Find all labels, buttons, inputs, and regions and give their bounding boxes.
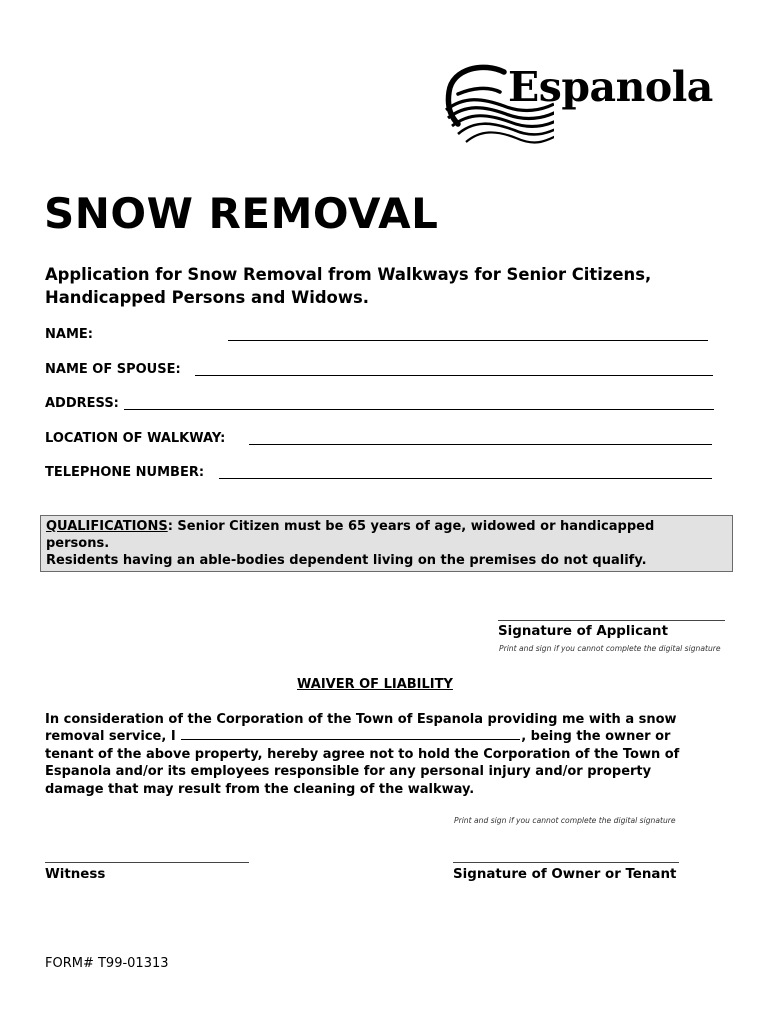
waiver-title: WAIVER OF LIABILITY xyxy=(297,677,453,692)
witness-signature-field[interactable] xyxy=(45,862,249,863)
walkway-field[interactable] xyxy=(249,444,712,445)
waiver-line-2-end: , being the owner or xyxy=(521,729,671,745)
espanola-logo xyxy=(444,58,734,154)
spouse-field[interactable] xyxy=(195,375,713,376)
witness-label: Witness xyxy=(45,867,106,882)
owner-signature-hint: Print and sign if you cannot complete the digital signature xyxy=(454,816,676,825)
waiver-line-2-start: removal service, I xyxy=(45,729,181,745)
subtitle-line-1: Application for Snow Removal from Walkways for Senior Citizens, xyxy=(45,265,652,284)
waiver-text xyxy=(45,711,735,798)
waiver-line-5: damage that may result from the cleaning of the walkway. xyxy=(45,781,475,797)
owner-signature-field[interactable] xyxy=(453,862,679,863)
address-field[interactable] xyxy=(124,409,714,410)
applicant-signature-field[interactable] xyxy=(498,620,725,621)
address-field-label: ADDRESS: xyxy=(45,396,119,411)
page-title: SNOW REMOVAL xyxy=(44,189,439,238)
owner-signature-label: Signature of Owner or Tenant xyxy=(453,867,677,882)
name-field[interactable] xyxy=(228,340,708,341)
applicant-signature-label: Signature of Applicant xyxy=(498,624,668,639)
waiver-line-1: In consideration of the Corporation of the Town of Espanola providing me with a snow xyxy=(45,712,677,727)
waiver-line-4: Espanola and/or its employees responsible for any personal injury and/or property xyxy=(45,764,652,780)
form-subtitle xyxy=(45,263,725,309)
applicant-signature-hint: Print and sign if you cannot complete the digital signature xyxy=(499,644,721,653)
qualifications-line-3: Residents having an able-bodies dependent living on the premises do not qualify. xyxy=(46,553,647,568)
waiver-line-3: tenant of the above property, hereby agree not to hold the Corporation of the Town of xyxy=(45,746,680,762)
qualifications-label: QUALIFICATIONS xyxy=(46,519,168,534)
waiver-line-2 xyxy=(45,728,735,745)
qualifications-line-2: persons. xyxy=(46,536,110,551)
qualifications-box xyxy=(40,515,733,572)
telephone-field[interactable] xyxy=(219,478,712,479)
owner-name-field[interactable] xyxy=(181,728,520,740)
subtitle-line-2: Handicapped Persons and Widows. xyxy=(45,288,369,307)
form-number: FORM# T99-01313 xyxy=(45,956,169,971)
spouse-field-label: NAME OF SPOUSE: xyxy=(45,362,181,377)
telephone-field-label: TELEPHONE NUMBER: xyxy=(45,465,205,480)
name-field-label: NAME: xyxy=(45,327,93,342)
qualifications-text: : Senior Citizen must be 65 years of age, widowed or handicapped xyxy=(167,519,655,534)
qualifications-line-1 xyxy=(46,518,727,535)
walkway-field-label: LOCATION OF WALKWAY: xyxy=(45,431,226,446)
logo-text: Espanola xyxy=(508,63,713,111)
